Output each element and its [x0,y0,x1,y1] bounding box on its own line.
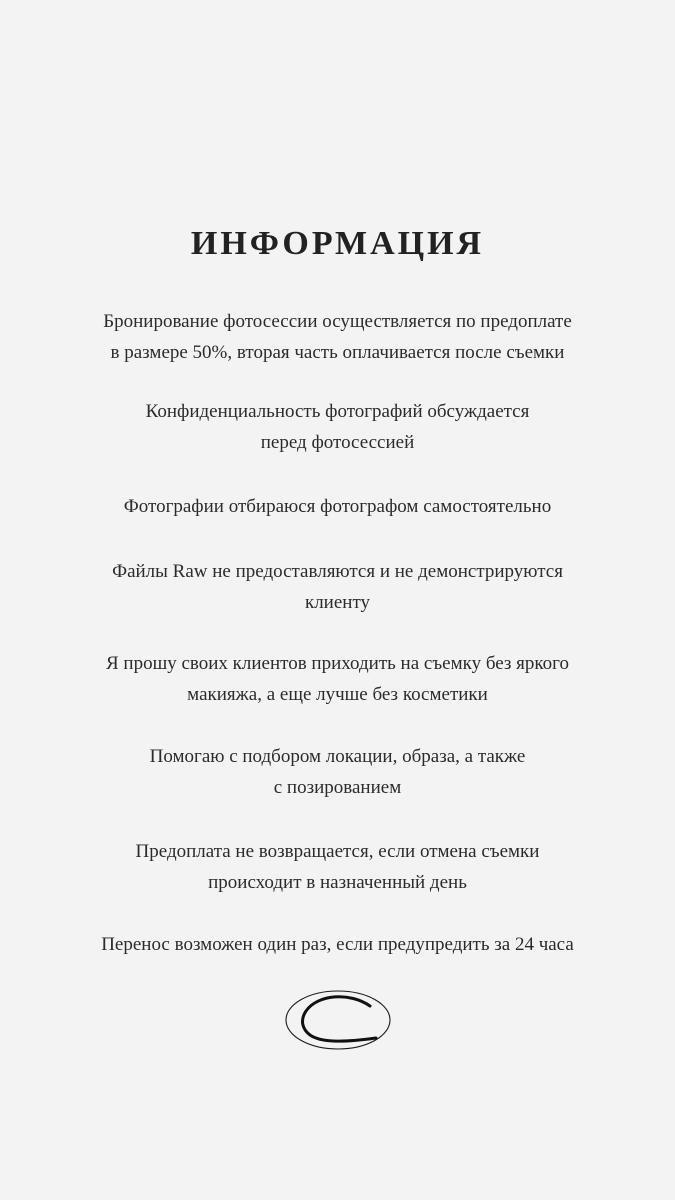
info-item-confidentiality [40,396,635,458]
info-item-selection [40,491,635,522]
info-item-refund [40,836,635,898]
page-title: ИНФОРМАЦИЯ [190,225,485,262]
info-item-raw-files [40,556,635,618]
info-item-line: Бронирование фотосессии осуществляется по предоплате [103,311,572,332]
info-item-line: происходит в назначенный день [208,872,467,893]
info-item-line: Перенос возможен один раз, если предупредить за 24 часа [101,934,574,955]
info-item-line: перед фотосессией [260,432,415,453]
info-item-line: Файлы Raw не предоставляются и не демонстрируются [112,561,563,582]
info-item-line: Помогаю с подбором локации, образа, а также [149,746,526,767]
info-item-makeup [40,648,635,710]
info-item-prepayment [40,306,635,368]
info-item-line: в размере 50%, вторая часть оплачивается после съемки [110,342,565,363]
info-item-line: Предоплата не возвращается, если отмена съемки [135,841,540,862]
info-item-line: Фотографии отбираюся фотографом самостоятельно [123,496,552,517]
info-item-line: Я прошу своих клиентов приходить на съемку без яркого [106,653,569,674]
brand-logo-icon [284,989,392,1051]
info-item-location-help [40,741,635,803]
info-item-line: с позированием [273,777,402,798]
info-item-line: макияжа, а еще лучше без косметики [187,684,488,705]
info-item-line: Конфиденциальность фотографий обсуждается [145,401,530,422]
info-item-reschedule [40,929,635,960]
info-item-line: клиенту [304,592,371,613]
